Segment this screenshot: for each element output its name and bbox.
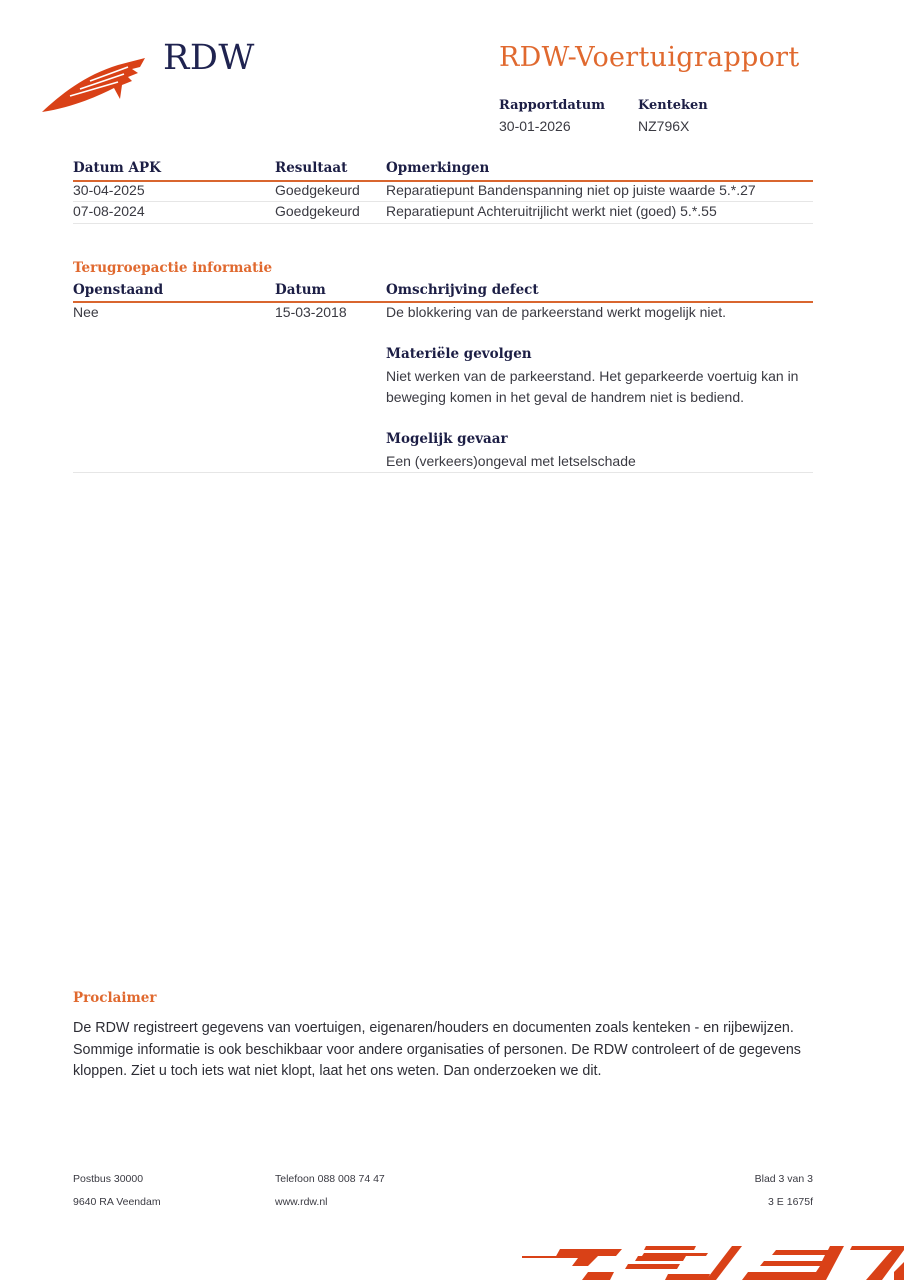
material-consequences-line: beweging komen in het geval de handrem niet is bediend.	[386, 389, 745, 405]
column-header-datum-apk: Datum APK	[73, 160, 161, 176]
recall-date: 15-03-2018	[275, 304, 347, 320]
logo-wordmark: RDW	[163, 38, 255, 78]
apk-remark: Reparatiepunt Bandenspanning niet op juiste waarde 5.*.27	[386, 182, 756, 198]
column-header-openstaand: Openstaand	[73, 282, 164, 298]
footer-website: www.rdw.nl	[275, 1196, 328, 1208]
apk-date: 30-04-2025	[73, 182, 145, 198]
column-header-opmerkingen: Opmerkingen	[386, 160, 490, 176]
proclaimer-line: kloppen. Ziet u toch iets wat niet klopt, laat het ons weten. Dan onderzoeken we dit.	[73, 1063, 602, 1079]
report-date-label: Rapportdatum	[499, 98, 605, 113]
recall-open-status: Nee	[73, 304, 99, 320]
footer-postcode: 9640 RA Veendam	[73, 1196, 161, 1208]
column-header-resultaat: Resultaat	[275, 160, 348, 176]
proclaimer-line: De RDW registreert gegevens van voertuigen, eigenaren/houders en documenten zoals kenteken - en rijbewijzen.	[73, 1020, 794, 1036]
row-divider	[73, 223, 813, 224]
decorative-stripes-icon	[510, 1236, 904, 1280]
license-plate-label: Kenteken	[638, 98, 708, 113]
footer-phone: Telefoon 088 008 74 47	[275, 1173, 385, 1185]
recall-defect-description: De blokkering van de parkeerstand werkt mogelijk niet.	[386, 304, 727, 320]
row-divider	[73, 472, 813, 473]
proclaimer-title: Proclaimer	[73, 990, 157, 1006]
row-divider	[73, 201, 813, 202]
proclaimer-line: Sommige informatie is ook beschikbaar voor andere organisaties of personen. De RDW controleert of de gegevens	[73, 1041, 801, 1058]
report-date-value: 30-01-2026	[499, 118, 571, 134]
apk-date: 07-08-2024	[73, 203, 145, 219]
column-header-datum: Datum	[275, 282, 326, 298]
header-divider	[73, 301, 813, 303]
material-consequences-label: Materiële gevolgen	[386, 346, 532, 362]
possible-danger-label: Mogelijk gevaar	[386, 431, 508, 447]
footer-document-code: 3 E 1675f	[768, 1196, 813, 1208]
material-consequences-line: Niet werken van de parkeerstand. Het geparkeerde voertuig kan in	[386, 368, 799, 384]
proclaimer-text	[73, 1018, 833, 1083]
recall-section-title: Terugroepactie informatie	[73, 260, 273, 276]
possible-danger-text: Een (verkeers)ongeval met letselschade	[386, 453, 636, 469]
apk-result: Goedgekeurd	[275, 182, 360, 198]
report-title: RDW-Voertuigrapport	[499, 42, 800, 73]
footer-postbus: Postbus 30000	[73, 1173, 144, 1185]
apk-remark: Reparatiepunt Achteruitrijlicht werkt niet (goed) 5.*.55	[386, 203, 717, 219]
footer-page-number: Blad 3 van 3	[754, 1173, 813, 1185]
column-header-omschrijving: Omschrijving defect	[386, 282, 539, 298]
license-plate-value: NZ796X	[638, 118, 690, 134]
apk-result: Goedgekeurd	[275, 203, 360, 219]
rdw-feather-logo-icon	[40, 55, 150, 115]
